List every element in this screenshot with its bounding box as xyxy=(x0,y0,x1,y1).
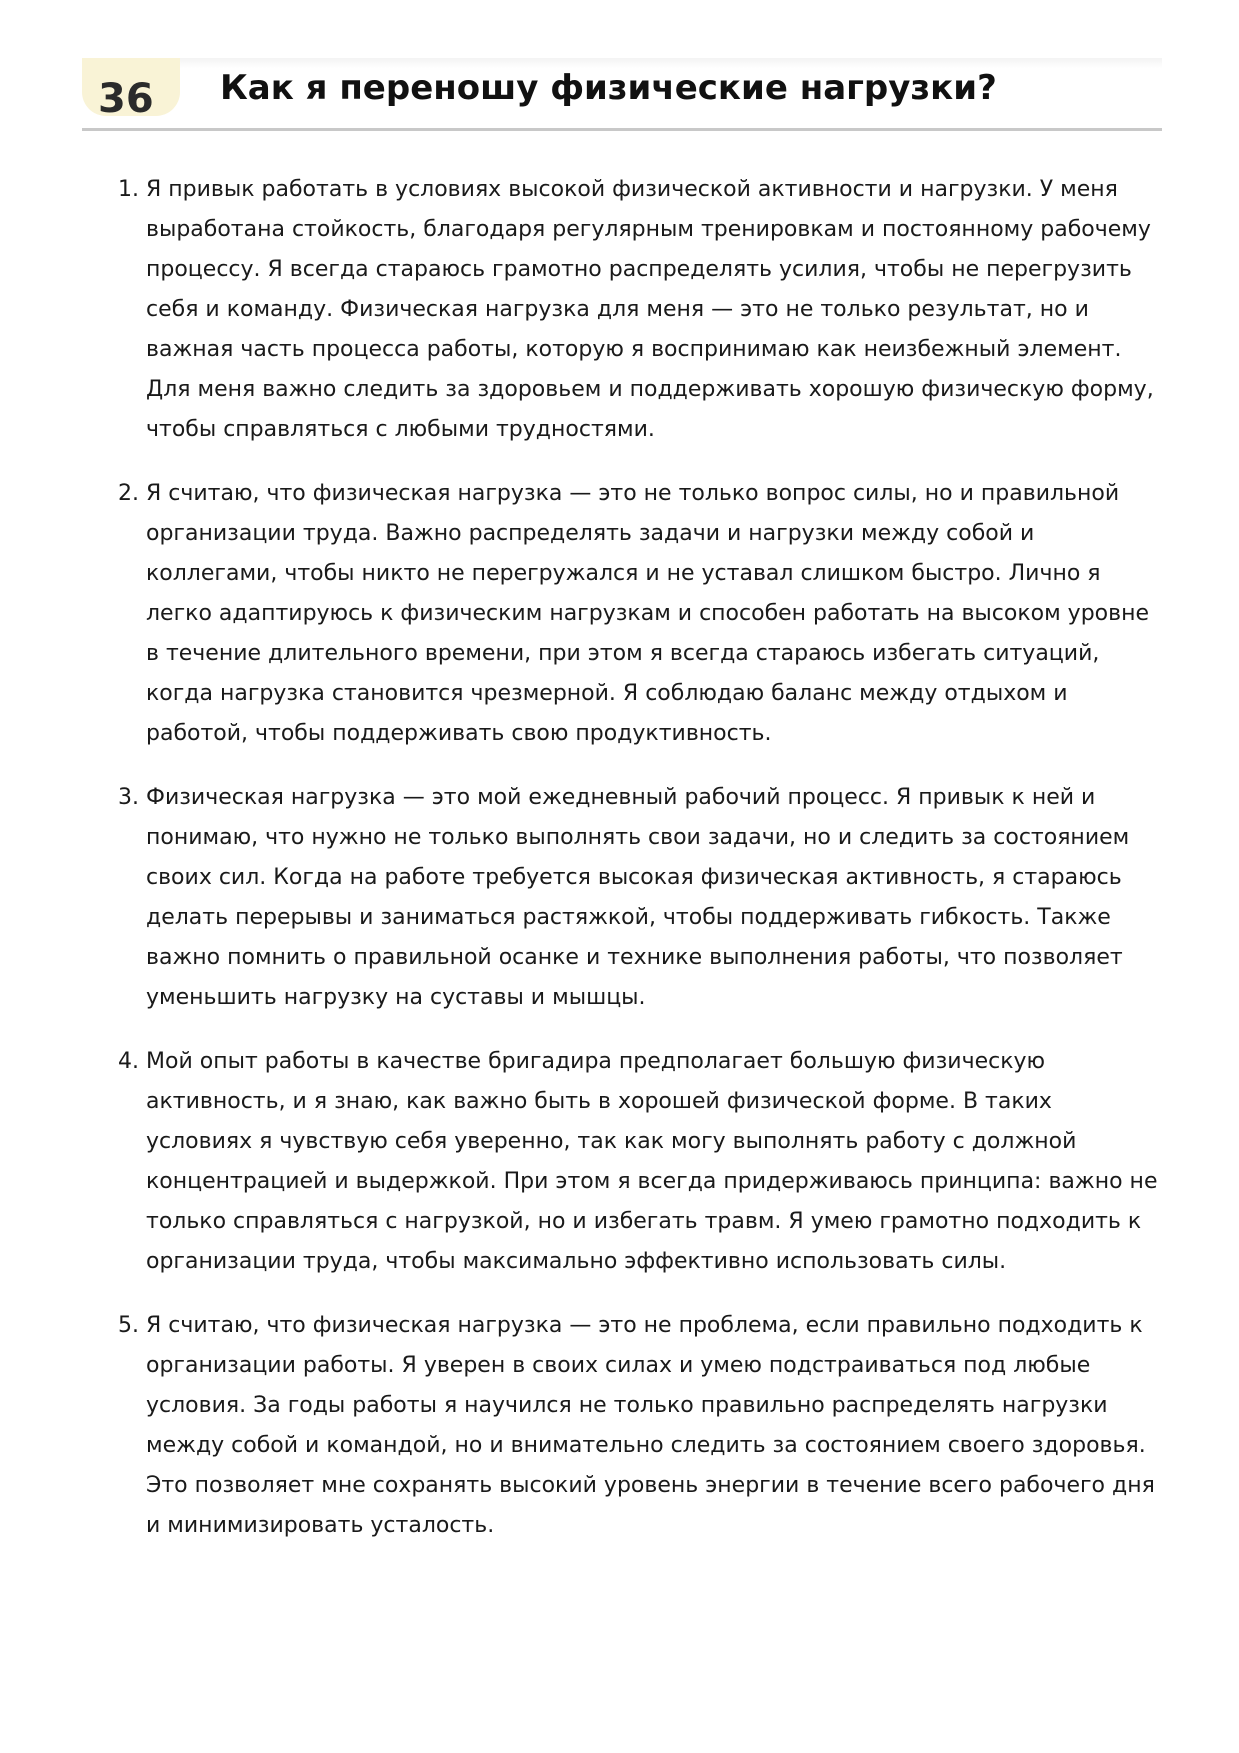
answers-list xyxy=(118,170,1160,1570)
answer-text: Я считаю, что физическая нагрузка — это не проблема, если правильно подходить к организации работы. Я уверен в своих силах и умею подстраиваться под любые условия. За годы работы я научился не только правильно распределять нагрузки между собой и командой, но и внимательно следить за состоянием своего здоровья. Это позволяет мне сохранять высокий уровень энергии в течение всего рабочего дня и минимизировать усталость. xyxy=(146,1313,1155,1538)
answer-item-3 xyxy=(118,778,1160,1018)
answer-text: Я считаю, что физическая нагрузка — это не только вопрос силы, но и правильной организации труда. Важно распределять задачи и нагрузки между собой и коллегами, чтобы никто не перегружался и не уставал слишком быстро. Лично я легко адаптируюсь к физическим нагрузкам и способен работать на высоком уровне в течение длительного времени, при этом я всегда стараюсь избегать ситуаций, когда нагрузка становится чрезмерной. Я соблюдаю баланс между отдыхом и работой, чтобы поддерживать свою продуктивность. xyxy=(146,481,1150,746)
answer-text: Я привык работать в условиях высокой физической активности и нагрузки. У меня выработана стойкость, благодаря регулярным тренировкам и постоянному рабочему процессу. Я всегда стараюсь грамотно распределять усилия, чтобы не перегрузить себя и команду. Физическая нагрузка для меня — это не только результат, но и важная часть процесса работы, которую я воспринимаю как неизбежный элемент. Для меня важно следить за здоровьем и поддерживать хорошую физическую форму, чтобы справляться с любыми трудностями. xyxy=(146,177,1154,442)
answer-number: 4. xyxy=(118,1049,139,1074)
page-number-tab xyxy=(82,58,180,122)
answer-item-5 xyxy=(118,1306,1160,1546)
answer-number: 2. xyxy=(118,481,139,506)
page-header xyxy=(82,58,1162,131)
page-number: 36 xyxy=(98,76,154,122)
answer-text: Физическая нагрузка — это мой ежедневный рабочий процесс. Я привык к ней и понимаю, что нужно не только выполнять свои задачи, но и следить за состоянием своих сил. Когда на работе требуется высокая физическая активность, я стараюсь делать перерывы и заниматься растяжкой, чтобы поддерживать гибкость. Также важно помнить о правильной осанке и технике выполнения работы, что позволяет уменьшить нагрузку на суставы и мышцы. xyxy=(146,785,1130,1010)
answer-text: Мой опыт работы в качестве бригадира предполагает большую физическую активность, и я знаю, как важно быть в хорошей физической форме. В таких условиях я чувствую себя уверенно, так как могу выполнять работу с должной концентрацией и выдержкой. При этом я всегда придерживаюсь принципа: важно не только справляться с нагрузкой, но и избегать травм. Я умею грамотно подходить к организации труда, чтобы максимально эффективно использовать силы. xyxy=(146,1049,1158,1274)
answer-item-1 xyxy=(118,170,1160,450)
answer-item-4 xyxy=(118,1042,1160,1282)
answer-number: 5. xyxy=(118,1313,139,1338)
page-title: Как я переношу физические нагрузки? xyxy=(220,68,997,108)
answer-number: 3. xyxy=(118,785,139,810)
answer-number: 1. xyxy=(118,177,139,202)
answer-item-2 xyxy=(118,474,1160,754)
